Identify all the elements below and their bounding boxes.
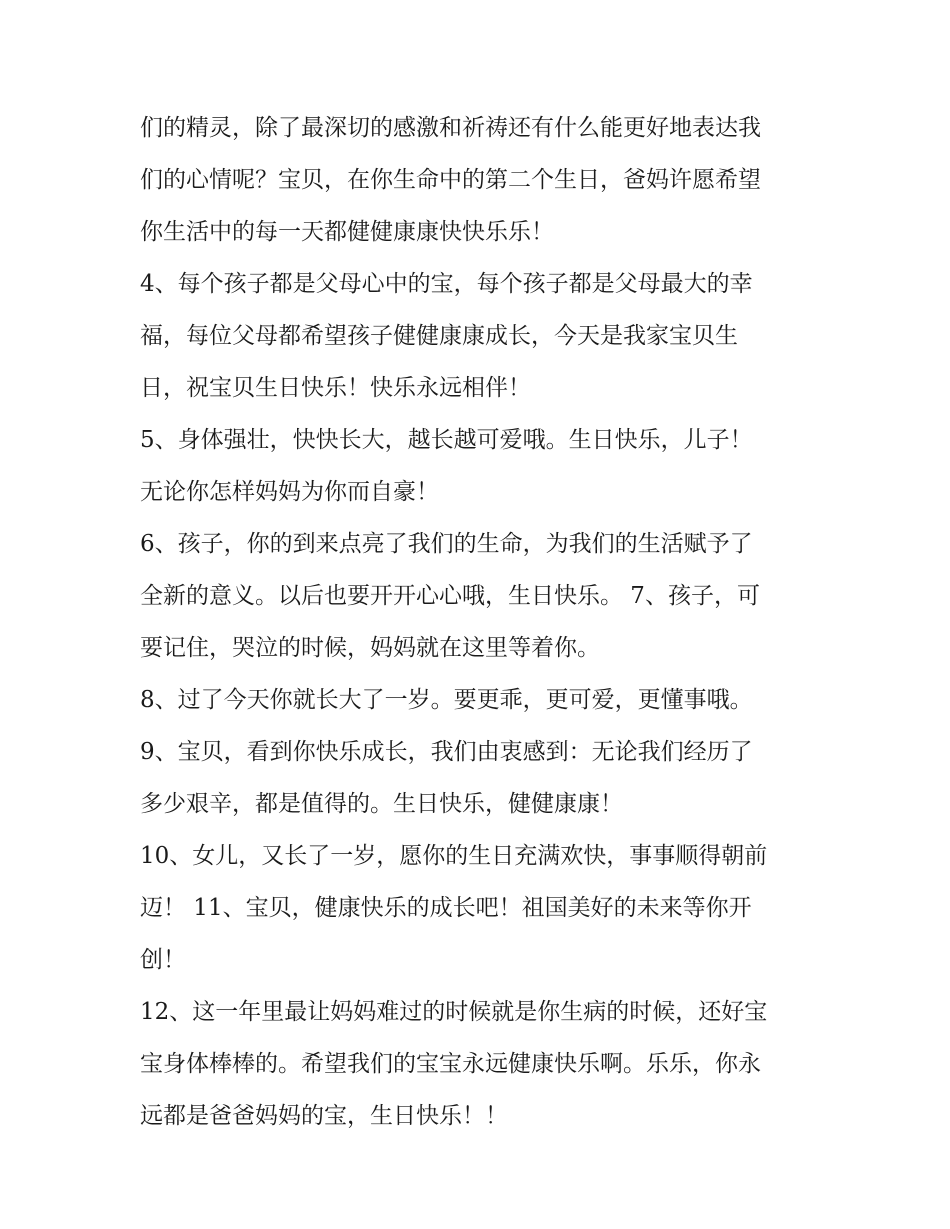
text-line-8: 无论你怎样妈妈为你而自豪！ [140, 479, 439, 505]
text-line-2: 们的心情呢？宝贝，在你生命中的第二个生日，爸妈许愿希望 [140, 167, 761, 193]
text-line-4: 4、每个孩子都是父母心中的宝，每个孩子都是父母最大的幸 [140, 271, 753, 297]
text-line-20: 远都是爸爸妈妈的宝，生日快乐！！ [140, 1103, 508, 1129]
text-line-19: 宝身体棒棒的。希望我们的宝宝永远健康快乐啊。乐乐，你永 [140, 1051, 761, 1077]
document-body [140, 102, 830, 1142]
text-line-9: 6、孩子，你的到来点亮了我们的生命，为我们的生活赋予了 [140, 531, 753, 557]
text-line-15: 10、女儿，又长了一岁，愿你的生日充满欢快，事事顺得朝前 [140, 843, 768, 869]
text-line-5: 福，每位父母都希望孩子健健康康成长，今天是我家宝贝生 [140, 323, 738, 349]
text-line-7: 5、身体强壮，快快长大，越长越可爱哦。生日快乐，儿子！ [140, 427, 753, 453]
text-line-16: 迈！ 11、宝贝，健康快乐的成长吧！祖国美好的未来等你开 [140, 895, 752, 921]
text-line-11: 要记住，哭泣的时候，妈妈就在这里等着你。 [140, 635, 600, 661]
text-line-13: 9、宝贝，看到你快乐成长，我们由衷感到：无论我们经历了 [140, 739, 753, 765]
text-line-3: 你生活中的每一天都健健康康快快乐乐！ [140, 219, 554, 245]
text-line-12: 8、过了今天你就长大了一岁。要更乖，更可爱，更懂事哦。 [140, 687, 753, 713]
text-line-14: 多少艰辛，都是值得的。生日快乐，健健康康！ [140, 791, 623, 817]
text-line-6: 日，祝宝贝生日快乐！快乐永远相伴！ [140, 375, 531, 401]
text-line-18: 12、这一年里最让妈妈难过的时候就是你生病的时候，还好宝 [140, 999, 768, 1025]
text-line-17: 创！ [140, 947, 186, 973]
text-line-10: 全新的意义。以后也要开开心心哦，生日快乐。 7、孩子，可 [140, 583, 760, 609]
text-line-1: 们的精灵，除了最深切的感激和祈祷还有什么能更好地表达我 [140, 115, 761, 141]
